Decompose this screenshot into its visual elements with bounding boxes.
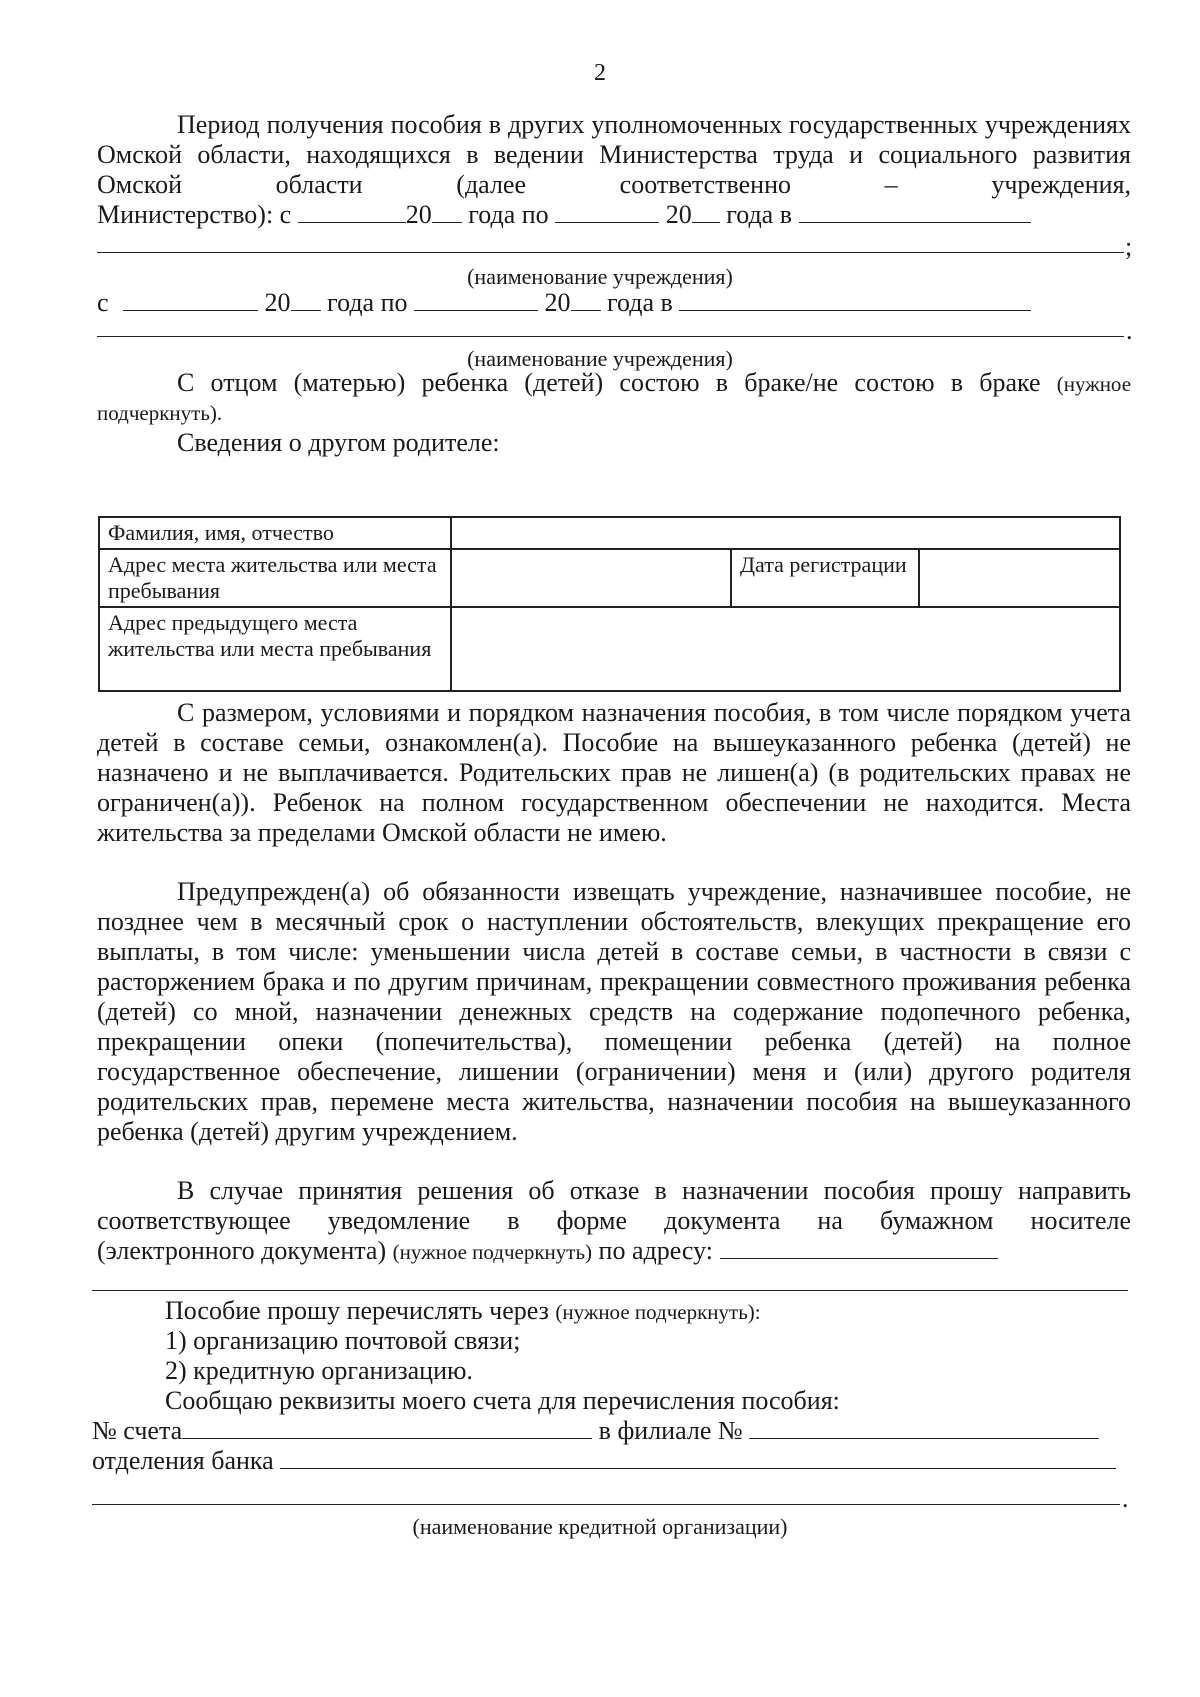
refusal-line-3 [97,1236,998,1267]
year-field-2[interactable] [692,200,720,223]
marriage-text: С отцом (матерью) ребенка (детей) состою в браке/не состою в браке [177,368,1041,397]
prev-address-value-cell[interactable] [451,607,1120,691]
prev-address-label: Адрес предыдущего места жительства или места пребывания [99,607,451,691]
reg-date-value-cell[interactable] [919,549,1120,607]
refusal-text: В случае принятия решения об отказе в назначении пособия прошу направить соответствующее уведомление в форме документа на бумажном носителе [97,1176,1131,1235]
institution-line-2[interactable] [97,336,1124,337]
line2-with-label: с [97,288,109,317]
reg-date-label: Дата регистрации [731,549,919,607]
marriage-note-1: (нужное [1056,372,1131,396]
institution-caption-1: (наименование учреждения) [467,264,733,289]
bank-department-label: отделения банка [92,1446,274,1475]
line2-year-prefix-2: 20 [544,288,571,317]
ministry-with-label: Министерство): с [97,200,292,229]
year-to-label-1: года по [468,200,549,229]
account-line [92,1416,1099,1446]
institution-field-2[interactable] [679,288,1031,311]
period-end-dot: . [1126,316,1133,345]
branch-no-label: в филиале № [598,1416,743,1445]
page-number: 2 [594,60,606,86]
paragraph-warned: Предупрежден(а) об обязанности извещать учреждение, назначившее пособие, не позднее чем в месячный срок о наступлении обстоятельств, влекущих прекращение его выплаты, в том числе: уменьшении числа детей в составе семьи, в частности в связи с расторжением брака и по другим причинам, прекращении совместного проживания ребенка (детей) со мной, назначении денежных средств на содержание подопечного ребенка, прекращении опеки (попечительства), помещении ребенка (детей) на полное государственное обеспечение, лишении (ограничении) меня и (или) другого родителя родительских прав, перемене места жительства, назначении пособия на вышеуказанного ребенка (детей) другим учреждением. [97,877,1131,1146]
refusal-address-field[interactable] [720,1236,998,1259]
address-label: Адрес места жительства или места пребывания [99,549,451,607]
account-no-label: № счета [92,1416,183,1445]
institution-field-1[interactable] [799,200,1031,223]
period-intro: Период получения пособия в других уполномоченных государственных учреждениях Омской области, находящихся в ведении Министерства труда и социального развития Омской области (далее соответственно – учреждения, [97,110,1131,199]
line2-year-prefix-1: 20 [264,288,291,317]
semicolon: ; [1125,232,1133,261]
branch-no-field[interactable] [749,1416,1099,1439]
refusal-line3-note: (нужное подчеркнуть) [392,1240,593,1264]
transfer-option-2[interactable]: 2) кредитную организацию. [165,1356,473,1385]
institution-line-1[interactable] [97,252,1124,253]
year-in-label-1: года в [726,200,792,229]
transfer-heading: Пособие прошу перечислять через [165,1296,549,1325]
date-from-field-2[interactable] [123,288,258,311]
line2-year-field-1[interactable] [291,288,321,311]
transfer-heading-line [165,1296,761,1327]
date-to-field-1[interactable] [555,200,659,223]
year-prefix-1: 20 [405,200,432,229]
other-parent-table [98,516,1121,692]
refusal-line3-end: по адресу: [598,1236,713,1265]
line2-year-field-2[interactable] [571,288,601,311]
account-no-field[interactable] [182,1416,592,1439]
marriage-note-2: подчеркнуть). [97,401,223,425]
account-heading: Сообщаю реквизиты моего счета для перечисления пособия: [165,1386,840,1415]
date-from-field-1[interactable] [298,200,406,223]
date-to-field-2[interactable] [414,288,538,311]
credit-org-line[interactable] [92,1504,1120,1505]
transfer-heading-note: (нужное подчеркнуть): [555,1300,761,1324]
period-line-2 [97,288,1031,318]
line2-year-to-label: года по [327,288,408,317]
year-prefix-2: 20 [665,200,692,229]
fio-value-cell[interactable] [451,517,1120,549]
other-parent-heading: Сведения о другом родителе: [177,428,500,457]
fio-label: Фамилия, имя, отчество [99,517,451,549]
bank-department-field[interactable] [280,1446,1116,1469]
year-field-1[interactable] [432,200,462,223]
transfer-option-1[interactable]: 1) организацию почтовой связи; [165,1326,521,1355]
institution-caption-2: (наименование учреждения) [467,346,733,371]
address-value-cell[interactable] [451,549,731,607]
paragraph-acquainted: С размером, условиями и порядком назначения пособия, в том числе порядком учета детей в составе семьи, ознакомлен(а). Пособие на вышеуказанного ребенка (детей) не назначено и не выплачивается. Родительских прав не лишен(а) (в родительских правах не ограничен(а)). Ребенок на полном государственном обеспечении не находится. Места жительства за пределами Омской области не имею. [97,698,1131,847]
line2-year-in-label: года в [607,288,673,317]
credit-org-caption: (наименование кредитной организации) [412,1514,788,1539]
marriage-line [97,368,1131,398]
refusal-line3-start: (электронного документа) [97,1236,387,1265]
period-line-1 [97,200,1031,230]
bank-department-line [92,1446,1116,1476]
refusal-address-line[interactable] [92,1290,1128,1291]
credit-org-end-dot: . [1122,1484,1129,1513]
